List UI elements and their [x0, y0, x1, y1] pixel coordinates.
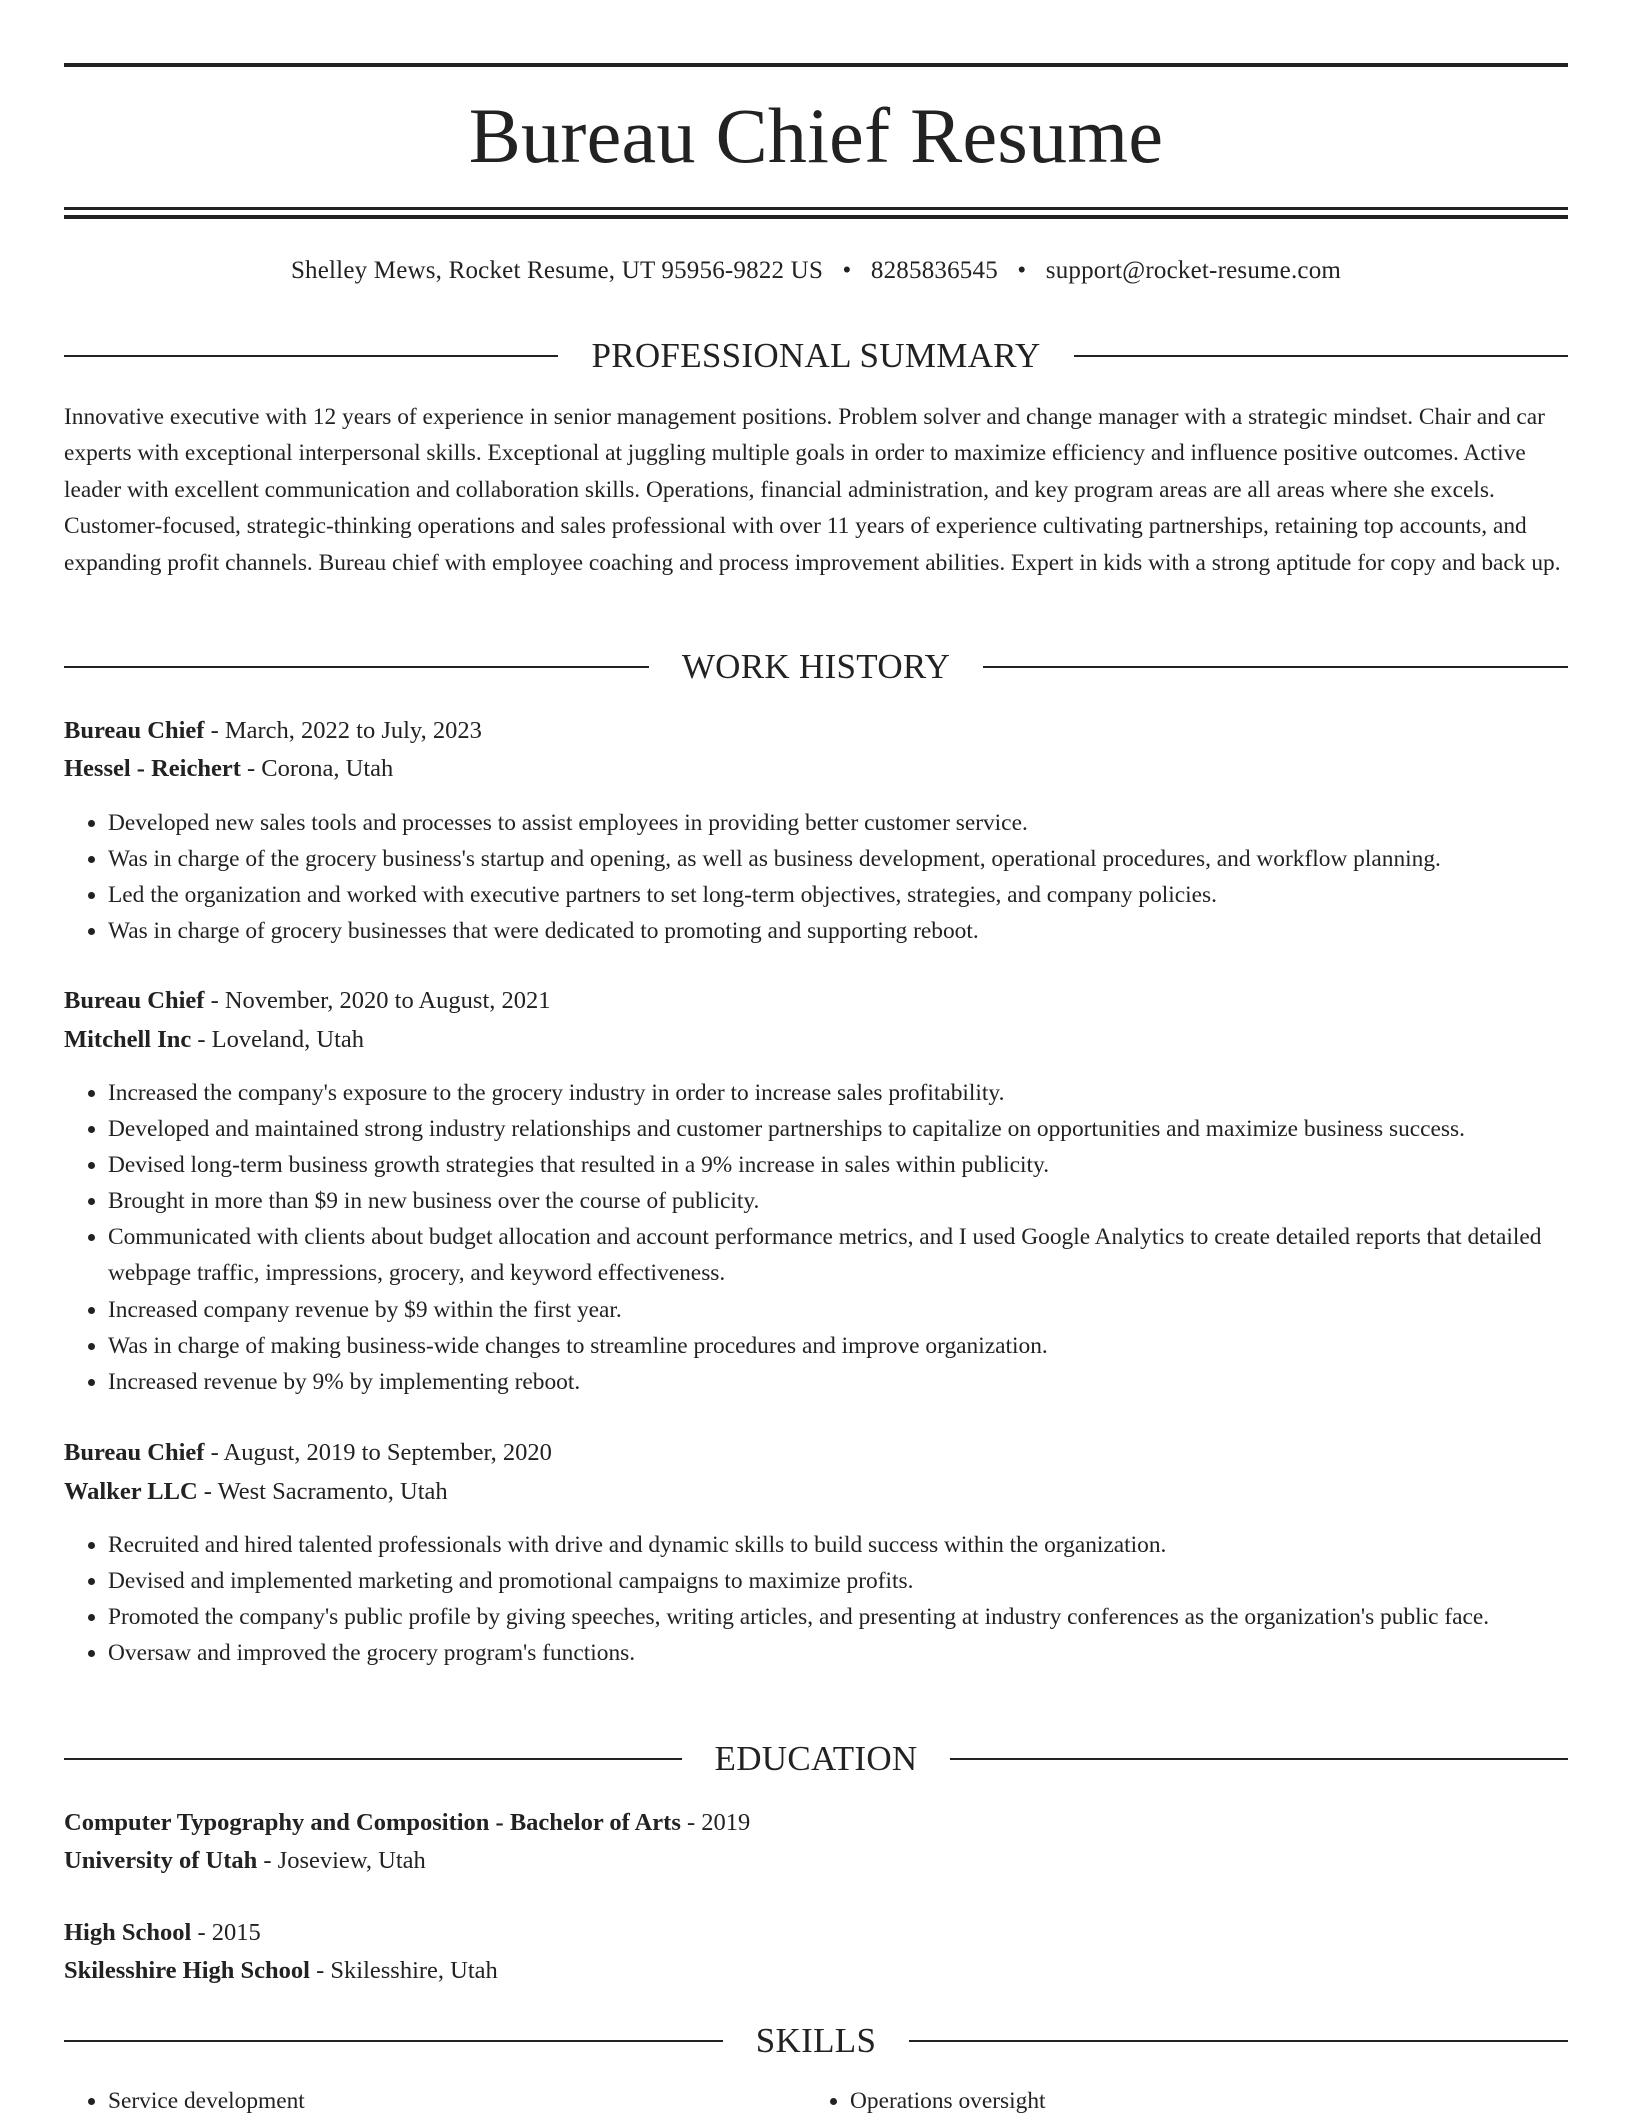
divider-line: [1074, 355, 1568, 357]
summary-text: Innovative executive with 12 years of experience in senior management positions. Problem solver and change manager with a strategic mindset. Chair and car experts with exceptional interpersonal skills. Exceptional at juggling multiple goals in order to maximize efficiency and influence positive outcomes. Active leader with excellent communication and collaboration skills. Operations, financial administration, and key program areas are all areas where she excels. Customer-focused, strategic-thinking operations and sales professional with over 11 years of experience cultivating partnerships, retaining top accounts, and expanding profit channels. Bureau chief with employee coaching and process improvement abilities. Expert in kids with a strong aptitude for copy and back up.: [64, 404, 1561, 576]
divider-line: [64, 666, 649, 668]
section-title: EDUCATION: [714, 1739, 918, 1778]
job-location: - Loveland, Utah: [191, 1026, 365, 1053]
list-item: • Increased company revenue by $9 within the first year.: [108, 1292, 1568, 1328]
section-title: WORK HISTORY: [681, 647, 951, 686]
education-year: - 2019: [680, 1809, 751, 1836]
contact-separator: •: [1017, 257, 1027, 284]
contact-separator: •: [842, 257, 852, 284]
list-item: • Increased revenue by 9% by implementing reboot.: [108, 1364, 1568, 1400]
section-header-work-history: [64, 645, 1568, 689]
education-year: - 2015: [191, 1919, 261, 1946]
education-degree: High School: [64, 1919, 192, 1946]
job-company-line: [64, 1475, 1568, 1509]
section-header-education: [64, 1737, 1568, 1781]
job-company: Hessel - Reichert: [64, 755, 241, 782]
top-rule: [64, 63, 1568, 67]
list-item: • Was in charge of making business-wide changes to streamline procedures and improve organization.: [108, 1328, 1568, 1364]
section-title: PROFESSIONAL SUMMARY: [591, 336, 1041, 375]
education-degree-line: [64, 1806, 1568, 1840]
education-school-line: [64, 1844, 1568, 1878]
job-title: Bureau Chief: [64, 1439, 205, 1466]
contact-email: support@rocket-resume.com: [1045, 257, 1342, 284]
list-item: • Was in charge of grocery businesses that were dedicated to promoting and supporting reboot.: [108, 913, 1568, 949]
divider-line: [909, 2040, 1568, 2042]
education-school: University of Utah: [64, 1847, 258, 1874]
resume-title: Bureau Chief Resume: [468, 92, 1164, 179]
job-location: - Corona, Utah: [240, 755, 394, 782]
job-location: - West Sacramento, Utah: [197, 1478, 448, 1505]
job-company-line: [64, 752, 1568, 786]
job-dates: - August, 2019 to September, 2020: [204, 1439, 552, 1466]
education-location: - Skilesshire, Utah: [309, 1957, 498, 1984]
contact-address: Shelley Mews, Rocket Resume, UT 95956-9822 US: [290, 257, 824, 284]
skills-list-left: [64, 2083, 305, 2119]
skill-item: • Operations oversight: [850, 2083, 1046, 2119]
contact-phone: 8285836545: [870, 257, 998, 284]
divider-line: [64, 1758, 682, 1760]
job-title-line: [64, 1436, 1568, 1470]
job-bullets: [64, 805, 1568, 949]
job-bullets: [64, 1527, 1568, 1671]
education-school: Skilesshire High School: [64, 1957, 310, 1984]
job-dates: - November, 2020 to August, 2021: [204, 987, 551, 1014]
education-location: - Joseview, Utah: [257, 1847, 426, 1874]
section-header-summary: [64, 334, 1568, 378]
list-item: • Developed and maintained strong industry relationships and customer partnerships to capitalize on opportunities and maximize business success.: [108, 1111, 1568, 1147]
list-item: • Recruited and hired talented professionals with drive and dynamic skills to build success within the organization.: [108, 1527, 1568, 1563]
job-dates: - March, 2022 to July, 2023: [204, 717, 482, 744]
job-company-line: [64, 1023, 1568, 1057]
contact-line: [64, 254, 1568, 288]
skill-item: • Service development: [108, 2083, 305, 2119]
list-item: • Was in charge of the grocery business's startup and opening, as well as business development, operational procedures, and workflow planning.: [108, 841, 1568, 877]
list-item: • Developed new sales tools and processes to assist employees in providing better customer service.: [108, 805, 1568, 841]
divider-line: [64, 355, 558, 357]
list-item: • Increased the company's exposure to the grocery industry in order to increase sales profitability.: [108, 1075, 1568, 1111]
education-school-line: [64, 1954, 1568, 1988]
list-item: • Communicated with clients about budget allocation and account performance metrics, and I used Google Analytics to create detailed reports that detailed webpage traffic, impressions, grocery, and keyword effectiveness.: [108, 1219, 1568, 1291]
section-header-skills: [64, 2019, 1568, 2063]
job-bullets: [64, 1075, 1568, 1400]
list-item: • Devised long-term business growth strategies that resulted in a 9% increase in sales within publicity.: [108, 1147, 1568, 1183]
skills-list-right: [806, 2083, 1046, 2119]
title-double-rule: [64, 207, 1568, 219]
divider-line: [950, 1758, 1568, 1760]
job-title: Bureau Chief: [64, 717, 205, 744]
list-item: • Promoted the company's public profile by giving speeches, writing articles, and presenting at industry conferences as the organization's public face.: [108, 1599, 1568, 1635]
section-title: SKILLS: [755, 2021, 877, 2060]
divider-line: [983, 666, 1568, 668]
job-company: Walker LLC: [64, 1478, 198, 1505]
list-item: • Oversaw and improved the grocery program's functions.: [108, 1635, 1568, 1671]
job-title-line: [64, 714, 1568, 748]
list-item: • Led the organization and worked with executive partners to set long-term objectives, strategies, and company policies.: [108, 877, 1568, 913]
education-degree-line: [64, 1916, 1568, 1950]
list-item: • Devised and implemented marketing and promotional campaigns to maximize profits.: [108, 1563, 1568, 1599]
list-item: • Brought in more than $9 in new business over the course of publicity.: [108, 1183, 1568, 1219]
education-degree: Computer Typography and Composition - Bachelor of Arts: [64, 1809, 681, 1836]
divider-line: [64, 2040, 723, 2042]
job-company: Mitchell Inc: [64, 1026, 192, 1053]
job-title-line: [64, 984, 1568, 1018]
job-title: Bureau Chief: [64, 987, 205, 1014]
